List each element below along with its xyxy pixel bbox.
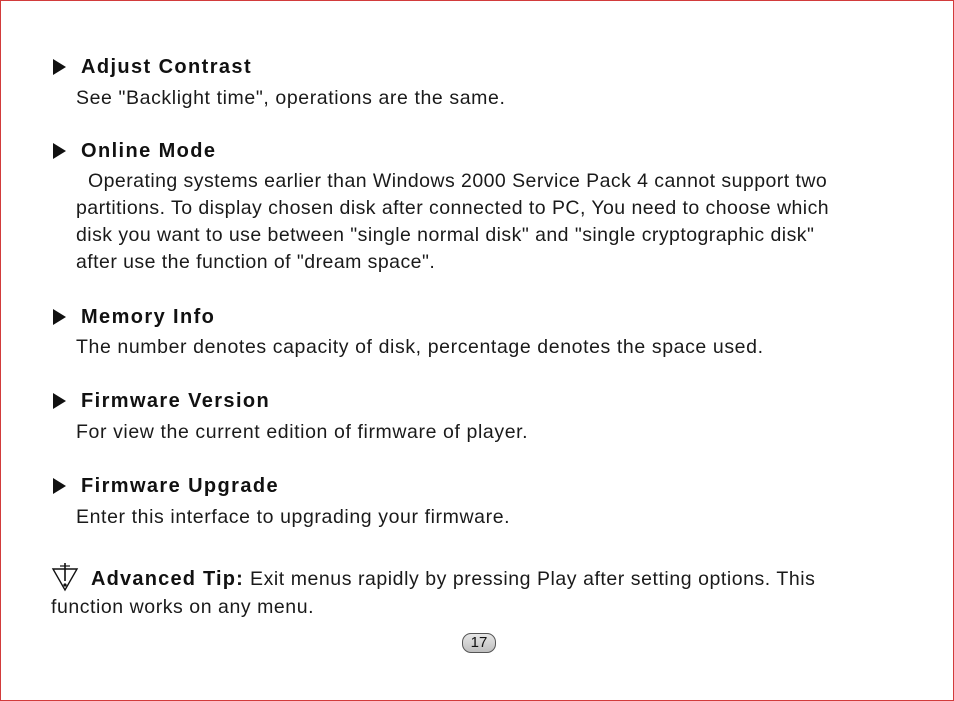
description-line: partitions. To display chosen disk after connected to PC, You need to choose which [76,197,830,219]
triangle-bullet-icon [53,143,66,159]
section-title: Adjust Contrast [81,55,252,78]
section-title: Memory Info [81,305,216,328]
section-description: Enter this interface to upgrading your firmware. [76,506,511,528]
triangle-bullet-icon [53,309,66,325]
triangle-bullet-icon [53,59,66,75]
tip-second-line [51,594,931,620]
section-description: The number denotes capacity of disk, percentage denotes the space used. [76,336,764,358]
section-title: Firmware Upgrade [81,474,280,497]
description-line: disk you want to use between "single normal disk" and "single cryptographic disk" [76,224,815,246]
tip-text-continued: function works on any menu. [51,596,315,618]
advanced-tip [51,564,931,620]
triangle-bullet-icon [53,478,66,494]
page-number-badge: 17 [462,633,496,653]
warning-tip-icon [51,562,79,592]
tip-label: Advanced Tip: [91,568,245,590]
tip-text: Exit menus rapidly by pressing Play after setting options. This [250,568,816,590]
tip-first-line [51,564,931,594]
description-line: Operating systems earlier than Windows 2000 Service Pack 4 cannot support two [88,170,828,192]
description-line: after use the function of "dream space". [76,251,436,273]
section-heading-online-mode [53,139,216,163]
section-description: For view the current edition of firmware of player. [76,421,529,443]
triangle-bullet-icon [53,393,66,409]
section-heading-memory-info [53,305,215,329]
section-heading-firmware-version [53,389,270,413]
section-title: Online Mode [81,139,217,162]
section-description [76,168,829,276]
section-description: See "Backlight time", operations are the same. [76,87,506,109]
section-heading-firmware-upgrade [53,474,279,498]
section-title: Firmware Version [81,389,271,412]
section-heading-adjust-contrast [53,55,252,79]
